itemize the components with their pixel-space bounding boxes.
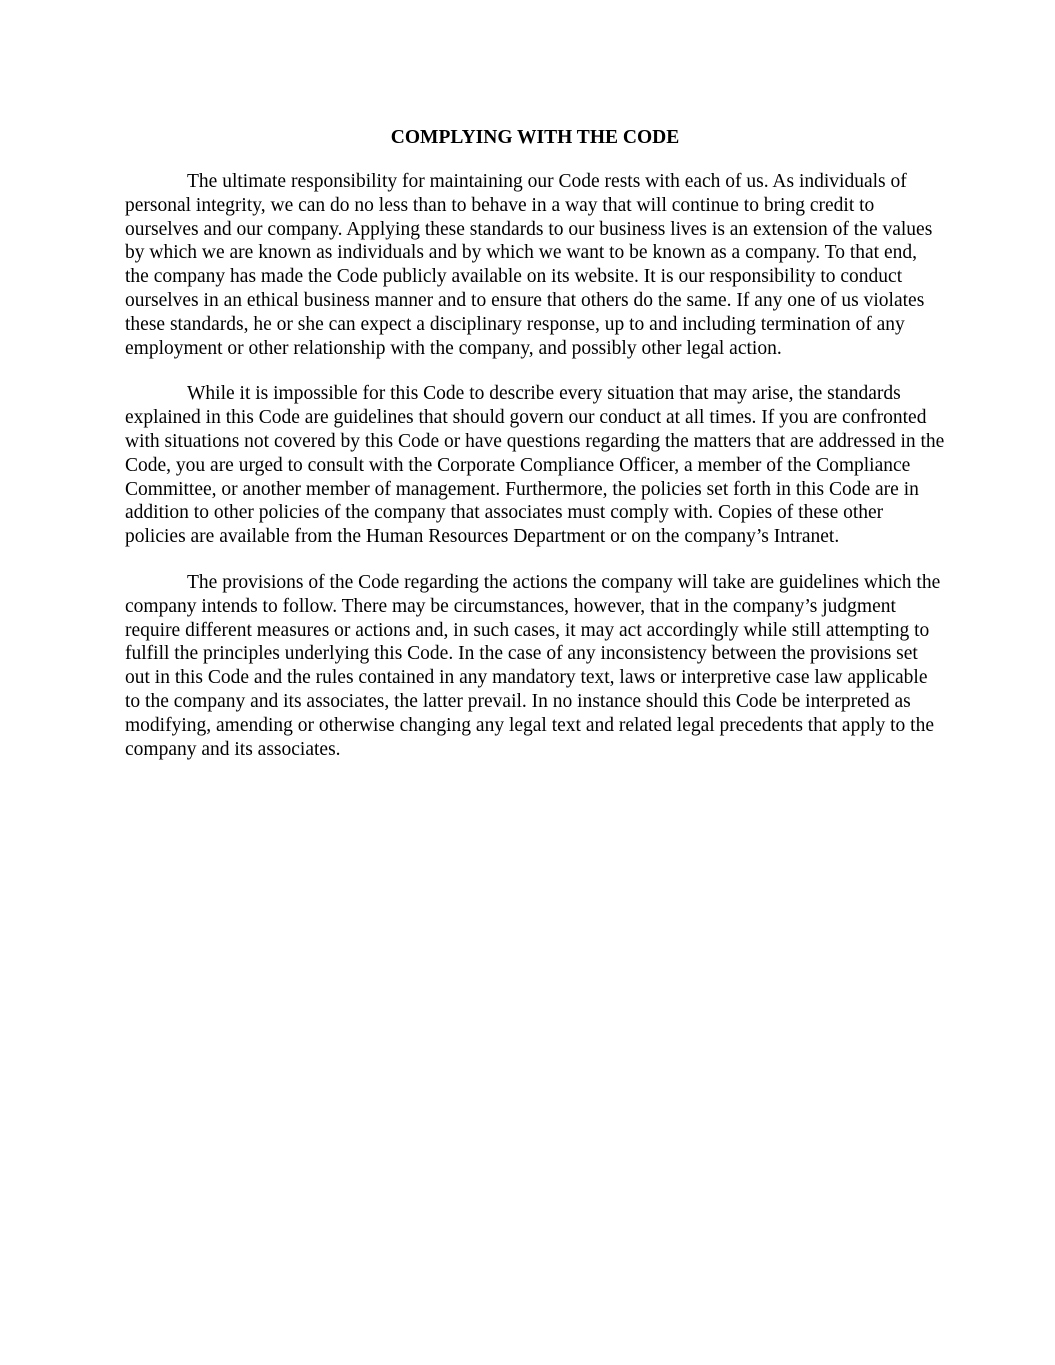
paragraph-provisions: The provisions of the Code regarding the actions the company will take are guidelines which the company intends to follow. There may be circumstances, however, that in the company’s judgment require different measures or actions and, in such cases, it may act accordingly while still attempting to fulfill the principles underlying this Code. In the case of any inconsistency between the provisions set out in this Code and the rules contained in any mandatory text, laws or interpretive case law applicable to the company and its associates, the latter prevail. In no instance should this Code be interpreted as modifying, amending or otherwise changing any legal text and related legal precedents that apply to the company and its associates. bbox=[125, 571, 941, 760]
document-page bbox=[125, 0, 945, 761]
paragraph-responsibility: The ultimate responsibility for maintaining our Code rests with each of us. As individuals of personal integrity, we can do no less than to behave in a way that will continue to bring credit to ourselves and our company. Applying these standards to our business lives is an extension of the values by which we are known as individuals and by which we want to be known as a company. To that end, the company has made the Code publicly available on its website. It is our responsibility to conduct ourselves in an ethical business manner and to ensure that others do the same. If any one of us violates these standards, he or she can expect a disciplinary response, up to and including termination of any employment or other relationship with the company, and possibly other legal action. bbox=[125, 171, 933, 359]
document-title: COMPLYING WITH THE CODE bbox=[390, 127, 680, 148]
paragraph-guidelines: While it is impossible for this Code to describe every situation that may arise, the standards explained in this Code are guidelines that should govern our conduct at all times. If you are confronted with situations not covered by this Code or have questions regarding the matters that are addressed in the Code, you are urged to consult with the Corporate Compliance Officer, a member of the Compliance Committee, or another member of management. Furthermore, the policies set forth in this Code are in addition to other policies of the company that associates must comply with. Copies of these other policies are available from the Human Resources Department or on the company’s Intranet. bbox=[125, 383, 945, 548]
